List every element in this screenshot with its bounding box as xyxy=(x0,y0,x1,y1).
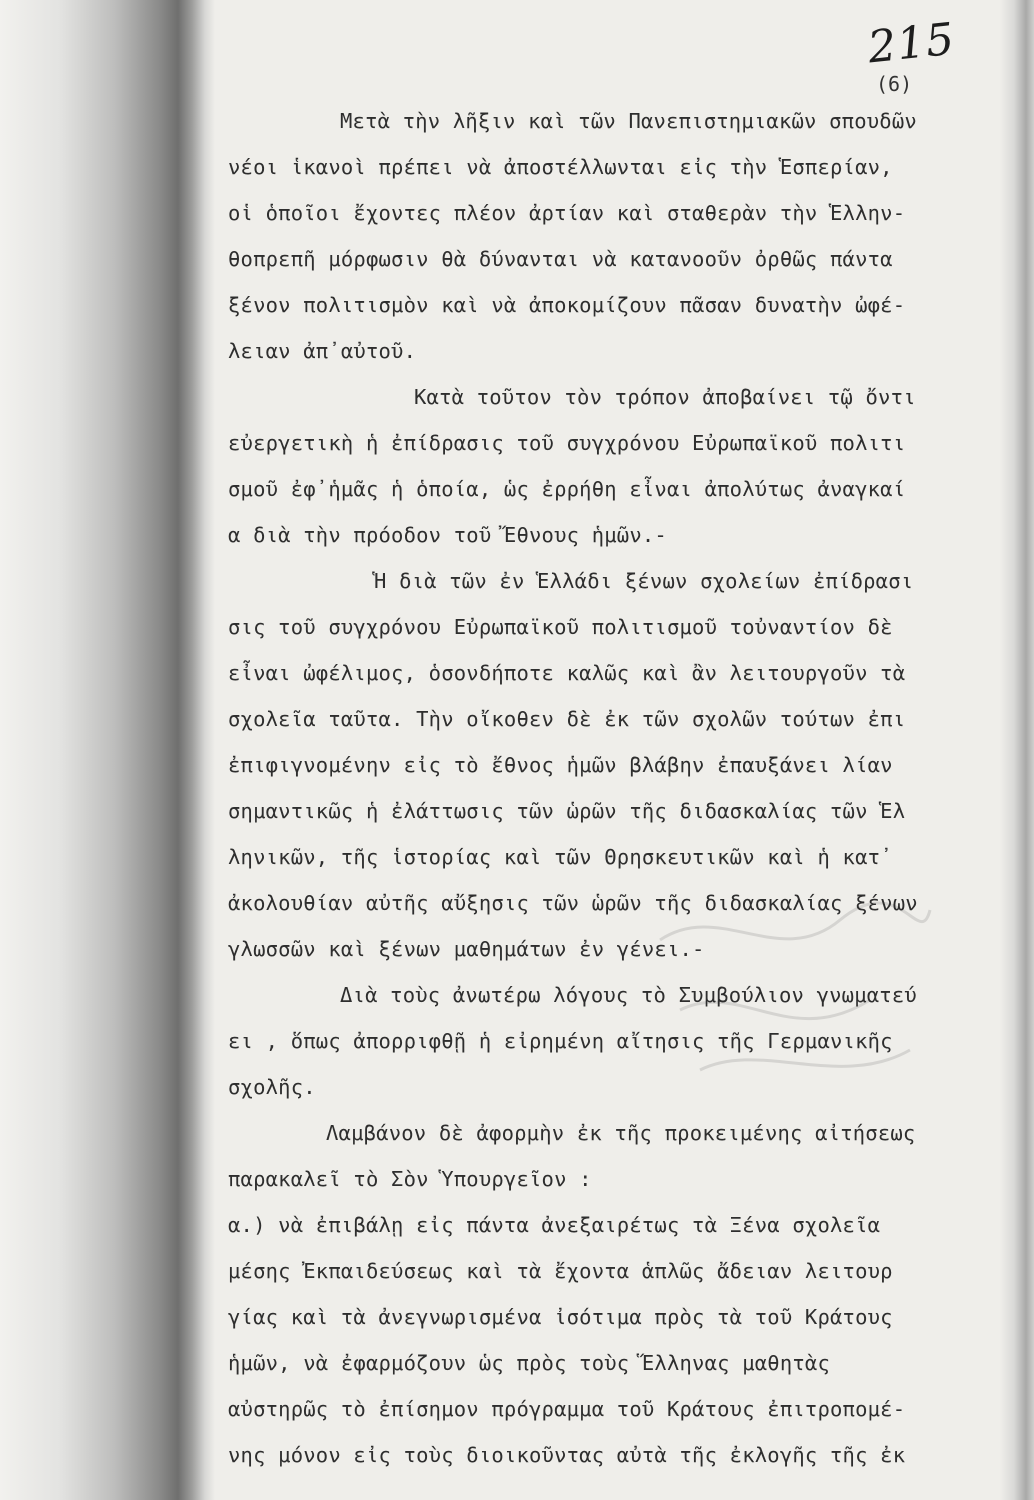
text-line: λειαν ἀπ᾽αὐτοῦ. xyxy=(228,339,417,363)
text-line: α.) νὰ ἐπιβάλῃ εἰς πάντα ἀνεξαιρέτως τὰ Ξένα σχολεῖα xyxy=(228,1213,881,1237)
text-line: Ἡ διὰ τῶν ἐν Ἑλλάδι ξένων σχολείων ἐπίδρασι xyxy=(374,569,914,593)
text-line: ληνικῶν, τῆς ἱστορίας καὶ τῶν Θρησκευτικῶν καὶ ἡ κατ᾽ xyxy=(228,845,893,869)
text-line: σμοῦ ἐφ᾽ἡμᾶς ἡ ὁποία, ὡς ἐρρήθη εἶναι ἀπολύτως ἀναγκαί xyxy=(228,477,906,501)
text-line: παρακαλεῖ τὸ Σὸν Ὑπουργεῖον : xyxy=(228,1167,592,1191)
text-line: σχολῆς. xyxy=(228,1075,316,1099)
page-edge-shadow xyxy=(1000,0,1034,1500)
text-line: Κατὰ τοῦτον τὸν τρόπον ἀποβαίνει τῷ ὄντι xyxy=(414,385,916,409)
page-number xyxy=(862,13,972,98)
text-line: θοπρεπῆ μόρφωσιν θὰ δύνανται νὰ κατανοοῦν ὀρθῶς πάντα xyxy=(228,247,893,271)
typed-page-number: (6) xyxy=(876,72,913,96)
text-line: ει , ὅπως ἀπορριφθῇ ἡ εἰρημένη αἴτησις τῆς Γερμανικῆς xyxy=(228,1029,893,1053)
text-line: Μετὰ τὴν λῆξιν καὶ τῶν Πανεπιστημιακῶν σπουδῶν xyxy=(340,109,917,133)
text-line: νέοι ἱκανοὶ πρέπει νὰ ἀποστέλλωνται εἰς τὴν Ἑσπερίαν, xyxy=(228,155,893,179)
text-line: Λαμβάνον δὲ ἀφορμὴν ἐκ τῆς προκειμένης αἰτήσεως xyxy=(326,1121,916,1145)
text-line: Διὰ τοὺς ἀνωτέρω λόγους τὸ Συμβούλιον γνωματεύ xyxy=(340,983,917,1007)
text-line: εἶναι ὠφέλιμος, ὁσονδήποτε καλῶς καὶ ἂν λειτουργοῦν τὰ xyxy=(228,661,906,685)
text-line: οἱ ὁποῖοι ἔχοντες πλέον ἀρτίαν καὶ σταθερὰν τὴν Ἑλλην- xyxy=(228,201,906,225)
text-line: ἡμῶν, νὰ ἐφαρμόζουν ὡς πρὸς τοὺς Ἕλληνας μαθητὰς xyxy=(228,1351,831,1375)
text-line: σις τοῦ συγχρόνου Εὐρωπαϊκοῦ πολιτισμοῦ τοὐναντίον δὲ xyxy=(228,615,893,639)
text-line: ἐπιφιγνομένην εἰς τὸ ἔθνος ἡμῶν βλάβην ἐπαυξάνει λίαν xyxy=(228,753,893,777)
text-line: μέσης Ἐκπαιδεύσεως καὶ τὰ ἔχοντα ἁπλῶς ἄδειαν λειτουρ xyxy=(228,1259,893,1283)
handwritten-page-number: 215 xyxy=(865,13,958,74)
text-line: ξένον πολιτισμὸν καὶ νὰ ἀποκομίζουν πᾶσαν δυνατὴν ὠφέ- xyxy=(228,293,906,317)
text-line: σημαντικῶς ἡ ἐλάττωσις τῶν ὡρῶν τῆς διδασκαλίας τῶν Ἑλ xyxy=(228,799,906,823)
text-line: εὐεργετικὴ ἡ ἐπίδρασις τοῦ συγχρόνου Εὐρωπαϊκοῦ πολιτι xyxy=(228,431,906,455)
document-body xyxy=(228,98,998,1478)
text-line: σχολεῖα ταῦτα. Τὴν οἴκοθεν δὲ ἐκ τῶν σχολῶν τούτων ἐπι xyxy=(228,707,906,731)
text-line: α διὰ τὴν πρόοδον τοῦ Ἔθνους ἡμῶν.- xyxy=(228,523,667,547)
text-line: γλωσσῶν καὶ ξένων μαθημάτων ἐν γένει.- xyxy=(228,937,705,961)
binding-shadow xyxy=(0,0,215,1500)
text-line: νης μόνον εἰς τοὺς διοικοῦντας αὐτὰ τῆς ἐκλογῆς τῆς ἐκ xyxy=(228,1443,906,1467)
text-line: ἀκολουθίαν αὐτῆς αὔξησις τῶν ὡρῶν τῆς διδασκαλίας ξένων xyxy=(228,891,918,915)
text-line: αὐστηρῶς τὸ ἐπίσημον πρόγραμμα τοῦ Κράτους ἐπιτροπομέ- xyxy=(228,1397,906,1421)
text-line: γίας καὶ τὰ ἀνεγνωρισμένα ἰσότιμα πρὸς τὰ τοῦ Κράτους xyxy=(228,1305,893,1329)
